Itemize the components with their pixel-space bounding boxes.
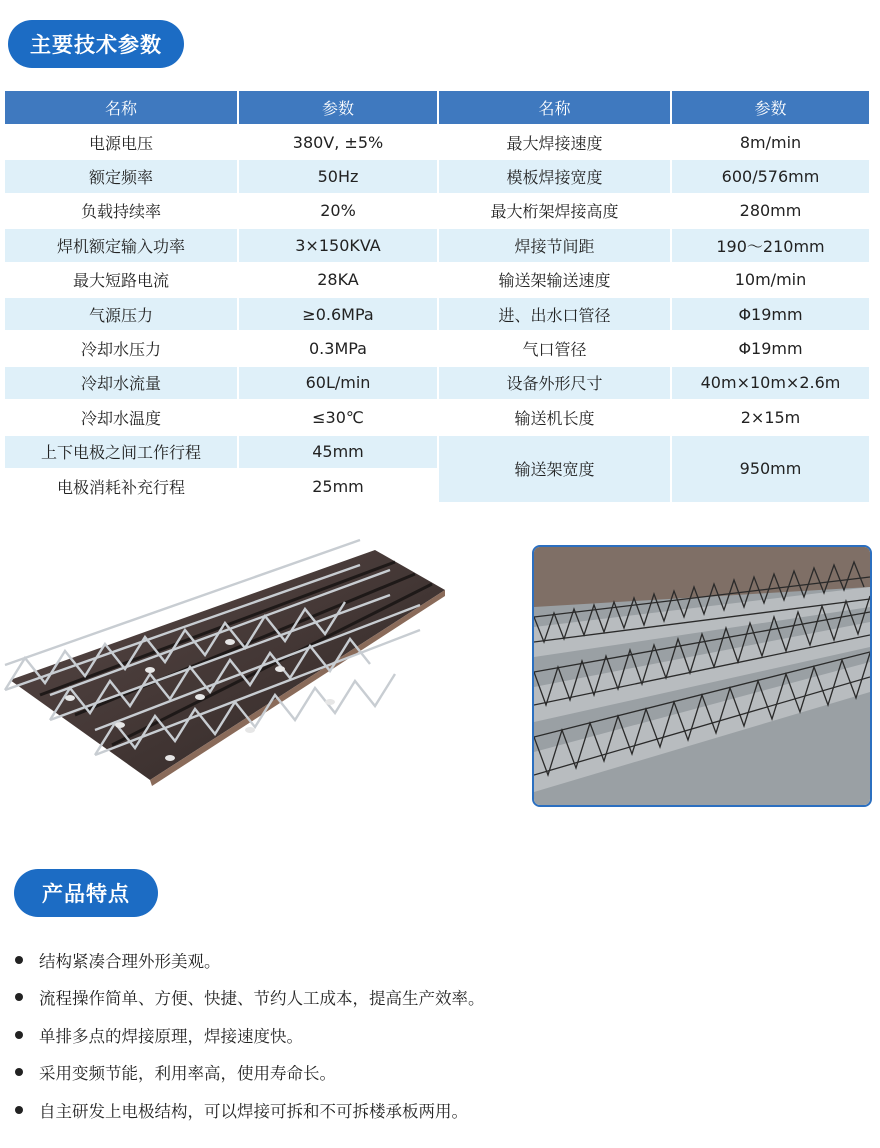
table-cell: 气源压力 [5, 297, 238, 331]
table-row [5, 125, 870, 159]
table-cell: 电极消耗补充行程 [5, 469, 238, 503]
table-cell-merged: 输送架宽度 [438, 435, 671, 504]
feature-text: 结构紧凑合理外形美观。 [39, 951, 221, 971]
bullet-icon [15, 1068, 23, 1076]
table-cell: 20% [238, 194, 438, 228]
table-cell: 8m/min [671, 125, 870, 159]
table-cell: 模板焊接宽度 [438, 159, 671, 193]
list-item [14, 1091, 854, 1129]
header-param-2: 参数 [671, 91, 870, 125]
construction-site-photo [532, 545, 872, 807]
bullet-icon [15, 956, 23, 964]
table-cell-merged: 950mm [671, 435, 870, 504]
table-cell: 焊接节间距 [438, 228, 671, 262]
feature-text: 自主研发上电极结构，可以焊接可拆和不可拆楼承板两用。 [39, 1101, 468, 1121]
table-cell: 冷却水压力 [5, 331, 238, 365]
table-row [5, 297, 870, 331]
feature-text: 流程操作简单、方便、快捷、节约人工成本，提高生产效率。 [39, 989, 485, 1009]
table-cell: 冷却水温度 [5, 400, 238, 434]
table-cell: 2×15m [671, 400, 870, 434]
header-name-1: 名称 [5, 91, 238, 125]
table-cell: 输送机长度 [438, 400, 671, 434]
list-item [14, 1016, 854, 1054]
table-header-row [5, 91, 870, 125]
table-row [5, 435, 870, 469]
table-cell: ≥0.6MPa [238, 297, 438, 331]
table-cell: 3×150KVA [238, 228, 438, 262]
truss-deck-product-image [0, 530, 460, 800]
table-cell: 280mm [671, 194, 870, 228]
header-name-2: 名称 [438, 91, 671, 125]
table-row [5, 159, 870, 193]
bullet-icon [15, 993, 23, 1001]
spec-table [5, 91, 871, 504]
table-cell: 190～210mm [671, 228, 870, 262]
section-title-features: 产品特点 [14, 869, 158, 917]
bullet-icon [15, 1106, 23, 1114]
table-cell: 600/576mm [671, 159, 870, 193]
feature-text: 采用变频节能，利用率高，使用寿命长。 [39, 1064, 336, 1084]
table-cell: ≤30℃ [238, 400, 438, 434]
table-cell: 45mm [238, 435, 438, 469]
list-item [14, 941, 854, 979]
table-cell: 60L/min [238, 366, 438, 400]
header-param-1: 参数 [238, 91, 438, 125]
table-row [5, 366, 870, 400]
table-row [5, 263, 870, 297]
table-cell: Φ19mm [671, 331, 870, 365]
table-cell: 上下电极之间工作行程 [5, 435, 238, 469]
table-cell: 冷却水流量 [5, 366, 238, 400]
table-cell: 28KA [238, 263, 438, 297]
bullet-icon [15, 1031, 23, 1039]
table-row [5, 331, 870, 365]
table-cell: 进、出水口管径 [438, 297, 671, 331]
table-row [5, 194, 870, 228]
table-cell: 输送架输送速度 [438, 263, 671, 297]
table-cell: 25mm [238, 469, 438, 503]
table-cell: 气口管径 [438, 331, 671, 365]
table-cell: 40m×10m×2.6m [671, 366, 870, 400]
table-cell: 最大短路电流 [5, 263, 238, 297]
table-row [5, 400, 870, 434]
table-cell: Φ19mm [671, 297, 870, 331]
table-row [5, 228, 870, 262]
table-cell: 380V, ±5% [238, 125, 438, 159]
table-cell: 50Hz [238, 159, 438, 193]
table-cell: 0.3MPa [238, 331, 438, 365]
table-cell: 电源电压 [5, 125, 238, 159]
table-cell: 负载持续率 [5, 194, 238, 228]
table-cell: 额定频率 [5, 159, 238, 193]
feature-text: 单排多点的焊接原理，焊接速度快。 [39, 1026, 303, 1046]
list-item [14, 1054, 854, 1092]
table-cell: 最大焊接速度 [438, 125, 671, 159]
section-title-specs: 主要技术参数 [8, 20, 184, 68]
table-cell: 焊机额定输入功率 [5, 228, 238, 262]
list-item [14, 979, 854, 1017]
table-cell: 设备外形尺寸 [438, 366, 671, 400]
table-cell: 10m/min [671, 263, 870, 297]
feature-list [14, 941, 854, 1129]
table-cell: 最大桁架焊接高度 [438, 194, 671, 228]
